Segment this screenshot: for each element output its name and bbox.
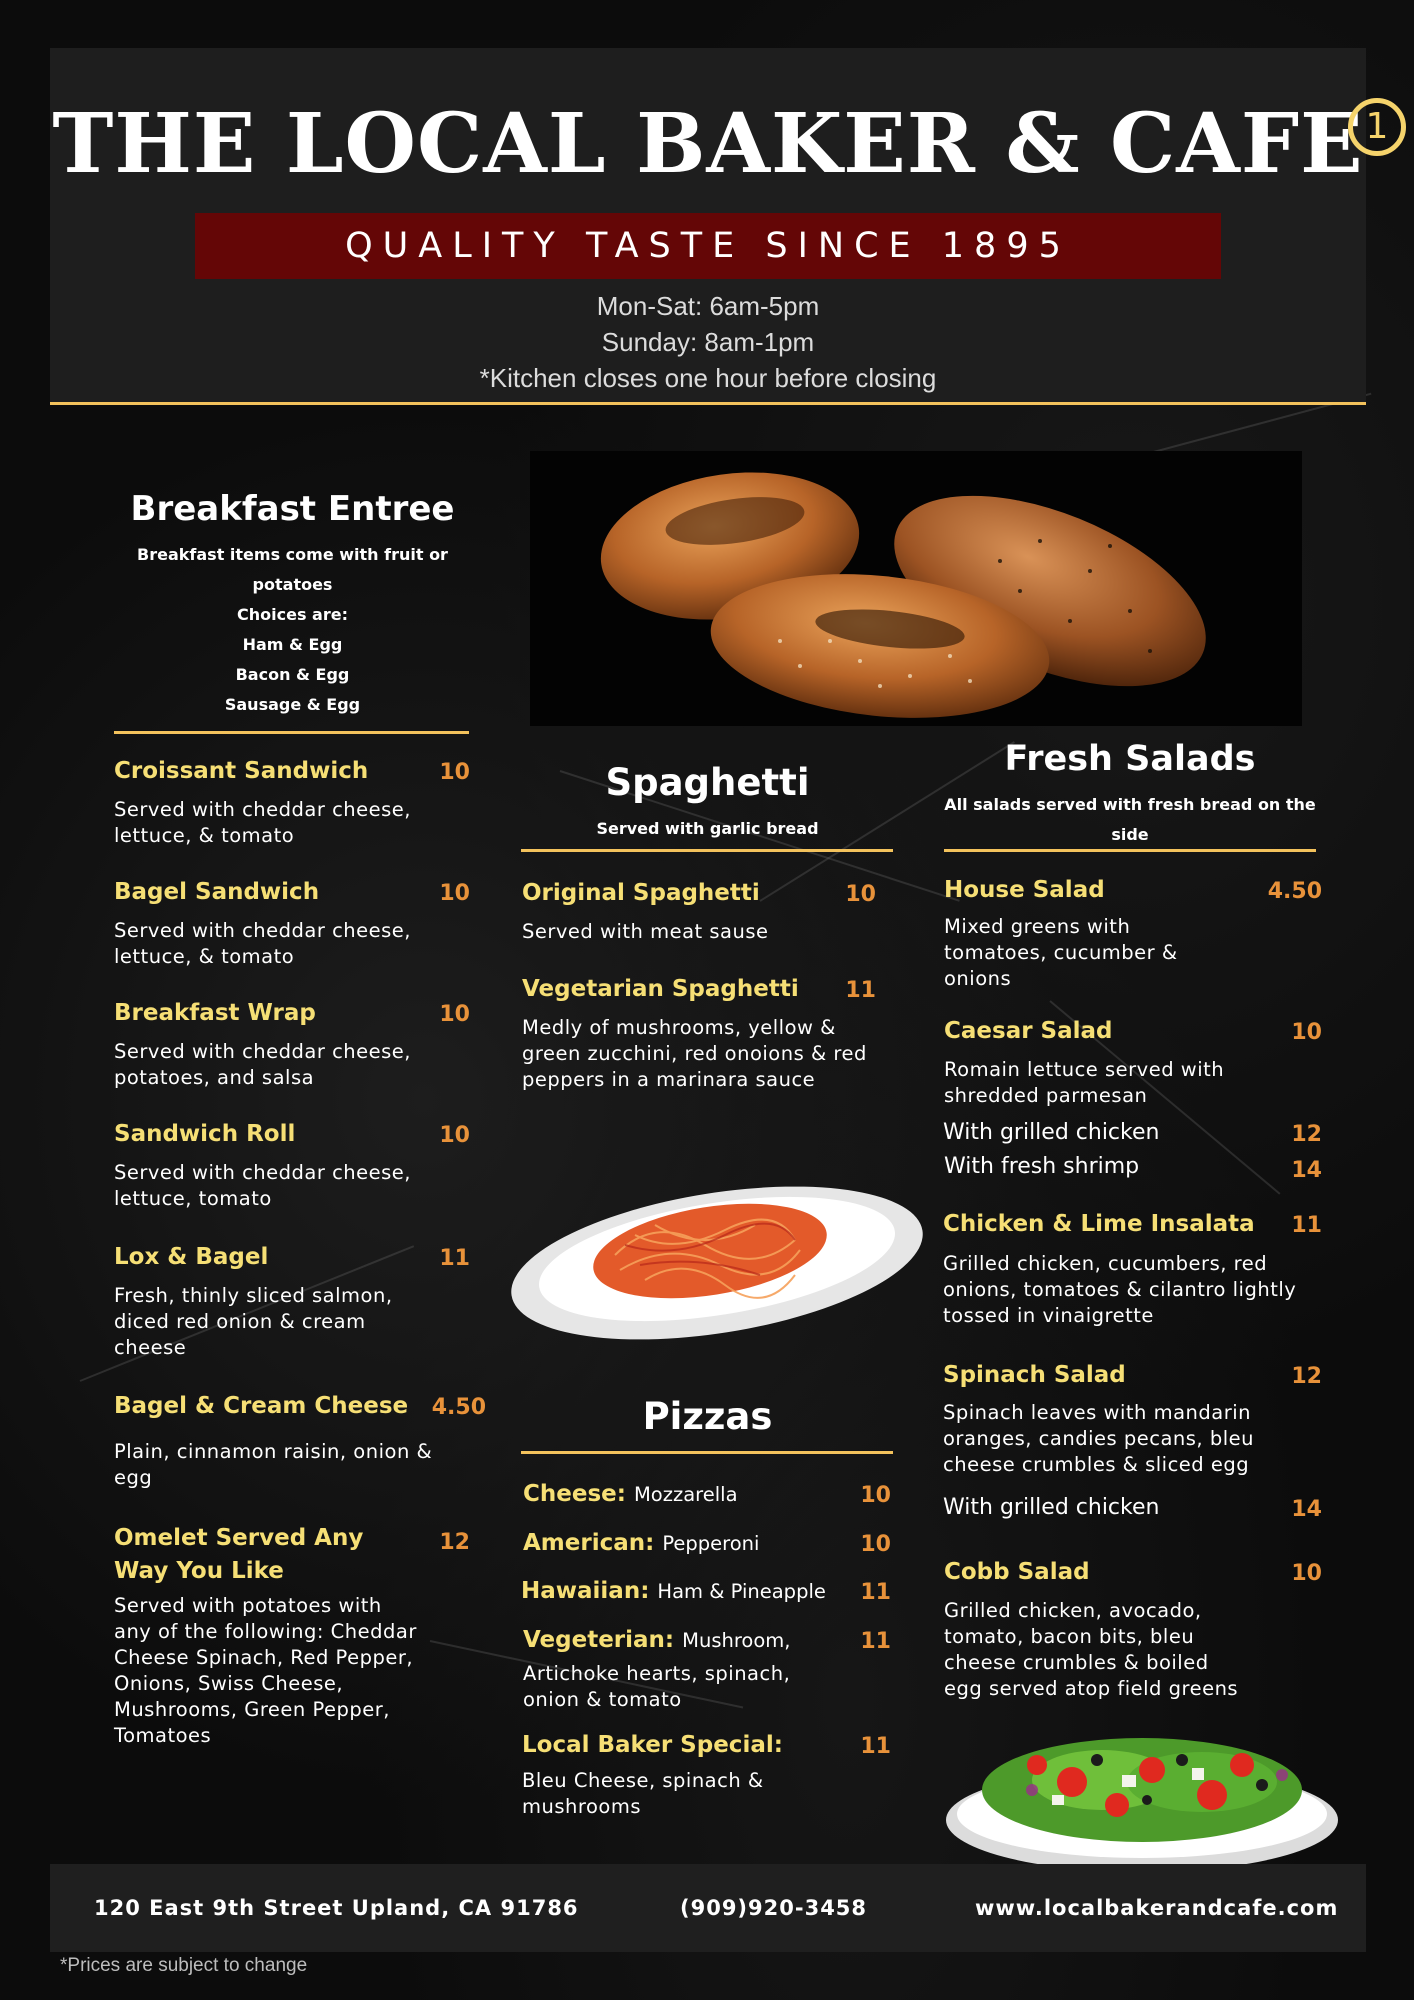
menu-item-price: 10 [439, 760, 470, 785]
header-banner [50, 48, 1389, 405]
pizza-label: Hawaiian: [521, 1578, 650, 1604]
menu-item-price: 4.50 [1267, 879, 1322, 904]
menu-item-price: 10 [860, 1532, 891, 1557]
addon-label: With grilled chicken [943, 1495, 1160, 1520]
price-disclaimer: *Prices are subject to change [60, 1955, 308, 1976]
pizza-label: Cheese: [523, 1481, 626, 1507]
pizza-topping: Mushroom, [682, 1629, 791, 1652]
menu-item-name: Sandwich Roll [114, 1121, 296, 1147]
pizza-name [521, 1578, 826, 1604]
breakfast-notes [100, 540, 485, 720]
spaghetti-note: Served with garlic bread [596, 819, 819, 838]
addon-price: 14 [1291, 1158, 1322, 1183]
menu-item-name: Croissant Sandwich [114, 758, 369, 784]
pizza-topping: Ham & Pineapple [657, 1580, 826, 1603]
menu-item-desc: Grilled chicken, cucumbers, red onions, tomatoes & cilantro lightly tossed in vinaigrette [943, 1252, 1297, 1327]
menu-item-name: Breakfast Wrap [114, 1000, 316, 1026]
pizza-topping: Pepperoni [662, 1532, 760, 1555]
opening-hours [50, 288, 1366, 396]
hours-sunday: Sunday: 8am-1pm [601, 327, 815, 357]
menu-item-desc: Mixed greens with tomatoes, cucumber & onions [944, 915, 1178, 990]
address-text: 120 East 9th Street Upland, CA 91786 [94, 1896, 579, 1920]
pizza-topping: Mozzarella [633, 1483, 738, 1506]
menu-item-desc: Medly of mushrooms, yellow & green zucchini, red onoions & red peppers in a marinara sauce [522, 1016, 867, 1091]
bagels-photo [530, 451, 1302, 726]
pizza-label: Vegeterian: [523, 1627, 675, 1653]
pizza-label: American: [523, 1530, 655, 1556]
footer-bar [50, 1864, 1366, 1952]
menu-item-price: 11 [860, 1734, 891, 1759]
breakfast-note-line: potatoes [252, 575, 333, 594]
menu-item-desc: Fresh, thinly sliced salmon, diced red onion & cream cheese [114, 1284, 393, 1359]
menu-item-name: Lox & Bagel [114, 1244, 269, 1270]
menu-item-name-line: Way You Like [114, 1558, 284, 1584]
menu-item-name: Caesar Salad [944, 1018, 1113, 1044]
menu-item-desc: Spinach leaves with mandarin oranges, candies pecans, bleu cheese crumbles & sliced egg [943, 1401, 1254, 1476]
spaghetti-title: Spaghetti [605, 761, 810, 804]
menu-item-desc: Plain, cinnamon raisin, onion & egg [114, 1440, 433, 1489]
menu-item-desc: Bleu Cheese, spinach & mushrooms [522, 1769, 764, 1818]
menu-item-name: Cobb Salad [944, 1559, 1090, 1585]
menu-item-desc: Romain lettuce served with shredded parmesan [944, 1058, 1225, 1107]
addon-price: 14 [1291, 1497, 1322, 1522]
menu-item-desc: Artichoke hearts, spinach, onion & tomato [523, 1662, 791, 1711]
breakfast-note-line: Breakfast items come with fruit or [137, 545, 448, 564]
menu-item-price: 11 [439, 1246, 470, 1271]
menu-item-price: 10 [845, 882, 876, 907]
website-link[interactable]: www.localbakerandcafe.com [975, 1896, 1339, 1920]
pizza-name [523, 1627, 791, 1653]
menu-item-name [114, 1522, 363, 1588]
salads-note-line: side [1111, 825, 1149, 844]
menu-item-name: Chicken & Lime Insalata [943, 1211, 1255, 1237]
page-number-badge: 1 [1348, 98, 1406, 156]
spaghetti-plate-photo [505, 1175, 930, 1345]
menu-item-name: Bagel & Cream Cheese [114, 1393, 409, 1419]
breakfast-note-line: Choices are: [237, 605, 348, 624]
menu-item-price: 4.50 [431, 1395, 486, 1420]
pizzas-divider [521, 1451, 893, 1454]
salad-bowl-photo [942, 1720, 1342, 1880]
menu-item-price: 10 [439, 1002, 470, 1027]
menu-item-price: 12 [1291, 1364, 1322, 1389]
pizzas-title: Pizzas [642, 1395, 773, 1438]
menu-item-desc: Served with meat sause [522, 920, 769, 943]
tagline-banner: QUALITY TASTE SINCE 1895 [195, 213, 1221, 279]
menu-item-price: 10 [1291, 1561, 1322, 1586]
menu-item-price: 11 [860, 1580, 891, 1605]
breakfast-divider [114, 731, 469, 734]
menu-item-desc: Served with cheddar cheese, potatoes, and salsa [114, 1040, 412, 1089]
menu-item-desc: Grilled chicken, avocado, tomato, bacon bits, bleu cheese crumbles & boiled egg served atop field greens [944, 1599, 1239, 1700]
menu-item-desc: Served with cheddar cheese, lettuce, & tomato [114, 919, 412, 968]
hours-weekdays: Mon-Sat: 6am-5pm [596, 291, 820, 321]
pizza-name: Local Baker Special: [522, 1732, 783, 1758]
kitchen-note: *Kitchen closes one hour before closing [479, 363, 937, 393]
menu-item-desc: Served with cheddar cheese, lettuce, & tomato [114, 798, 412, 847]
pizza-name [523, 1481, 738, 1507]
menu-item-name: Spinach Salad [943, 1362, 1126, 1388]
menu-item-price: 12 [439, 1530, 470, 1555]
breakfast-note-line: Ham & Egg [242, 635, 343, 654]
menu-item-price: 11 [860, 1629, 891, 1654]
menu-item-name-line: Omelet Served Any [114, 1525, 364, 1551]
salads-title: Fresh Salads [1004, 739, 1256, 779]
addon-label: With fresh shrimp [944, 1154, 1140, 1179]
menu-item-price: 11 [845, 978, 876, 1003]
restaurant-title: THE LOCAL BAKER & CAFE [52, 96, 1364, 192]
menu-item-price: 10 [439, 881, 470, 906]
salads-divider [944, 849, 1316, 852]
pizza-name [523, 1530, 759, 1556]
menu-item-name: Bagel Sandwich [114, 879, 320, 905]
menu-item-desc: Served with cheddar cheese, lettuce, tomato [114, 1161, 412, 1210]
menu-item-desc: Served with potatoes with any of the following: Cheddar Cheese Spinach, Red Pepper, Onions, Swiss Cheese, Mushrooms, Green Pepper, Tomatoes [114, 1594, 417, 1747]
salads-notes [940, 790, 1320, 850]
menu-item-name: Vegetarian Spaghetti [522, 976, 799, 1002]
menu-item-name: House Salad [944, 877, 1105, 903]
addon-label: With grilled chicken [943, 1120, 1160, 1145]
menu-item-price: 10 [1291, 1020, 1322, 1045]
menu-item-price: 10 [860, 1483, 891, 1508]
addon-price: 12 [1291, 1122, 1322, 1147]
menu-item-name: Original Spaghetti [522, 880, 760, 906]
breakfast-title: Breakfast Entree [130, 489, 455, 529]
menu-item-price: 10 [439, 1123, 470, 1148]
salads-note-line: All salads served with fresh bread on the [944, 795, 1316, 814]
phone-link[interactable]: (909)920-3458 [680, 1896, 868, 1920]
breakfast-note-line: Bacon & Egg [235, 665, 350, 684]
spaghetti-divider [521, 849, 893, 852]
menu-item-price: 11 [1291, 1213, 1322, 1238]
breakfast-note-line: Sausage & Egg [224, 695, 361, 714]
